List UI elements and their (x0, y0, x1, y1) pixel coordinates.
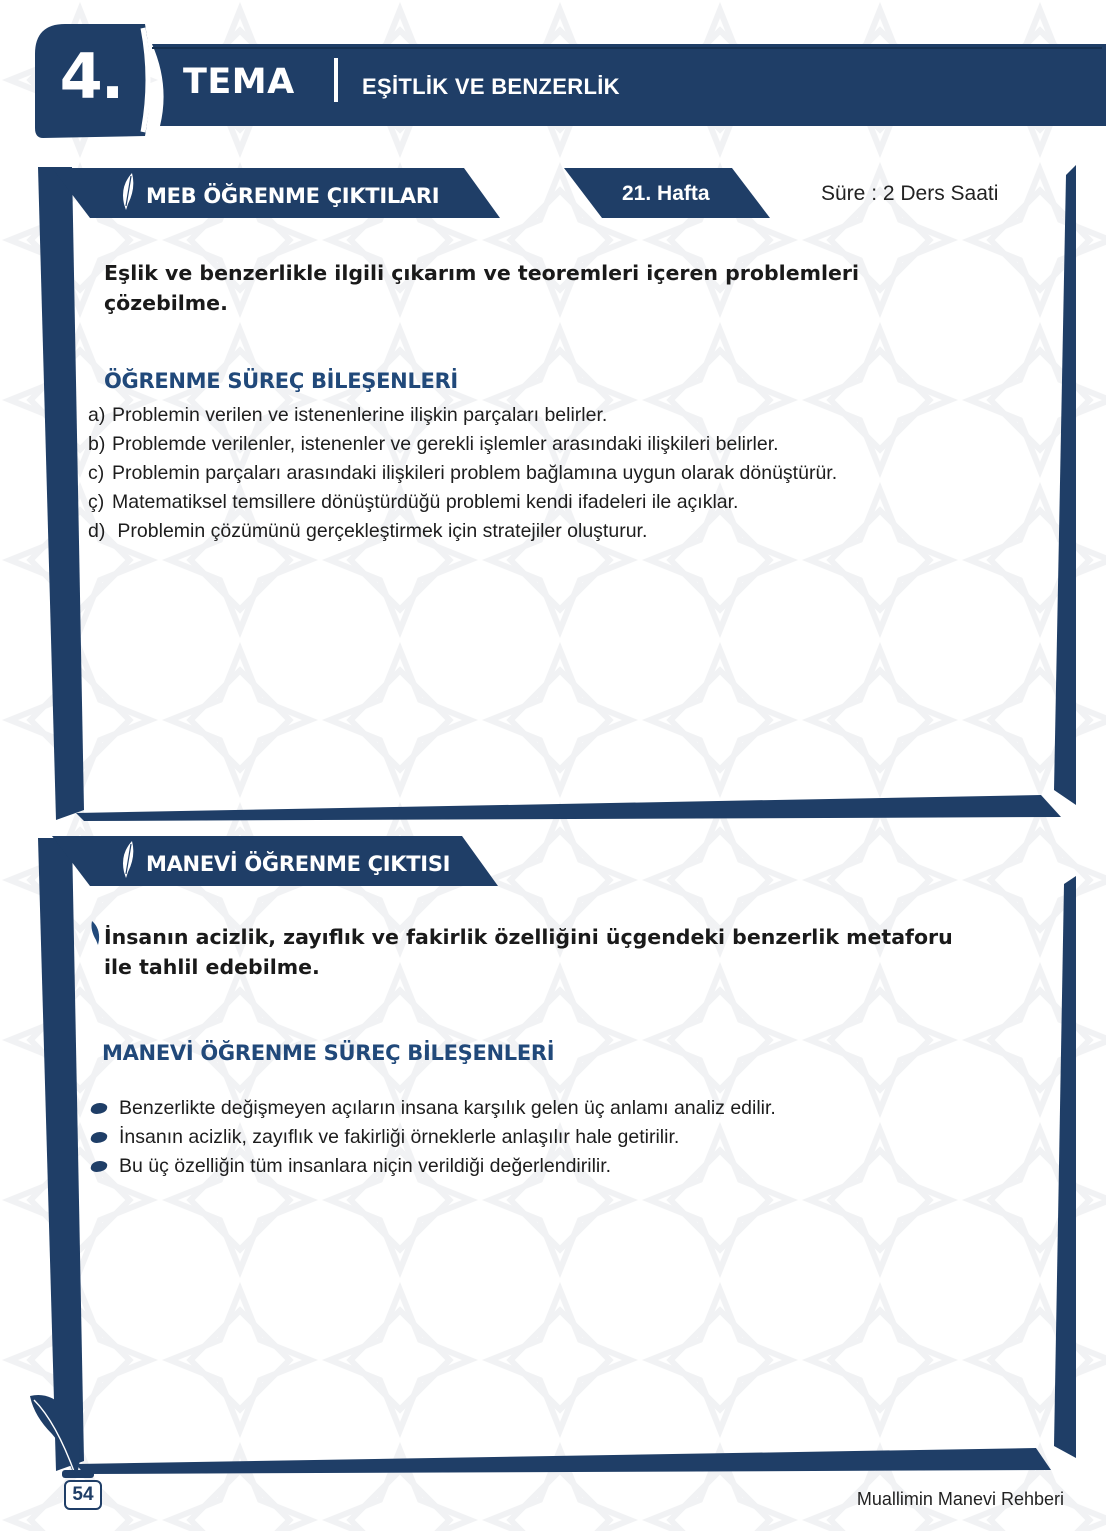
manevi-outcome-line1: İnsanın acizlik, zayıflık ve fakirlik özelliğini üçgendeki benzerlik metaforu (104, 925, 953, 949)
list-item: d) Problemin çözümünü gerçekleştirmek için stratejiler oluşturur. (88, 520, 648, 542)
list-item: İnsanın acizlik, zayıflık ve fakirliği örneklerle anlaşılır hale getirilir. (91, 1123, 776, 1152)
list-item: c) Problemin parçaları arasındaki ilişkileri problem bağlamına uygun olarak dönüştürür. (88, 462, 838, 484)
manevi-outcome-line2: ile tahlil edebilme. (104, 955, 320, 979)
meb-outcome-line2: çözebilme. (104, 291, 228, 315)
manevi-tab-label: MANEVİ ÖĞRENME ÇIKTISI (146, 852, 451, 876)
quill-icon (118, 172, 138, 212)
header-bar (152, 44, 1106, 126)
bullet-dot-icon (90, 1132, 109, 1143)
week-label: 21. Hafta (622, 182, 710, 205)
list-item: ç) Matematiksel temsillere dönüştürdüğü problemi kendi ifadeleri ile açıklar. (88, 491, 739, 513)
list-item: Bu üç özelliğin tüm insanlara niçin verildiği değerlendirilir. (91, 1152, 776, 1181)
tema-label: TEMA (183, 62, 295, 102)
quill-icon (90, 920, 102, 946)
theme-number: 4. (59, 40, 123, 113)
bullet-dot-icon (90, 1161, 109, 1172)
list-item: Benzerlikte değişmeyen açıların insana karşılık gelen üç anlamı analiz edilir. (91, 1094, 776, 1123)
theme-title: EŞİTLİK VE BENZERLİK (362, 74, 620, 99)
list-item: a) Problemin verilen ve istenenlerine ilişkin parçaları belirler. (88, 404, 608, 426)
header-separator (334, 58, 338, 102)
list-item: b) Problemde verilenler, istenenler ve gerekli işlemler arasındaki ilişkileri belirler. (88, 433, 779, 455)
meb-tab-label: MEB ÖĞRENME ÇIKTILARI (146, 184, 440, 208)
duration-label: Süre : 2 Ders Saati (821, 182, 999, 205)
meb-outcome (104, 258, 859, 318)
manevi-components-heading: MANEVİ ÖĞRENME SÜREÇ BİLEŞENLERİ (102, 1041, 555, 1065)
manevi-outcome (104, 922, 953, 982)
book-title: Muallimin Manevi Rehberi (856, 1489, 1064, 1509)
meb-components-heading: ÖĞRENME SÜREÇ BİLEŞENLERİ (104, 369, 458, 393)
meb-outcome-line1: Eşlik ve benzerlikle ilgili çıkarım ve teoremleri içeren problemleri (104, 261, 860, 285)
quill-icon (118, 840, 138, 880)
bullet-dot-icon (90, 1103, 109, 1114)
manevi-components-list (91, 1094, 776, 1181)
quill-ink-icon (26, 1390, 96, 1486)
page-number: 54 (64, 1480, 102, 1510)
meb-components-list (88, 401, 837, 546)
